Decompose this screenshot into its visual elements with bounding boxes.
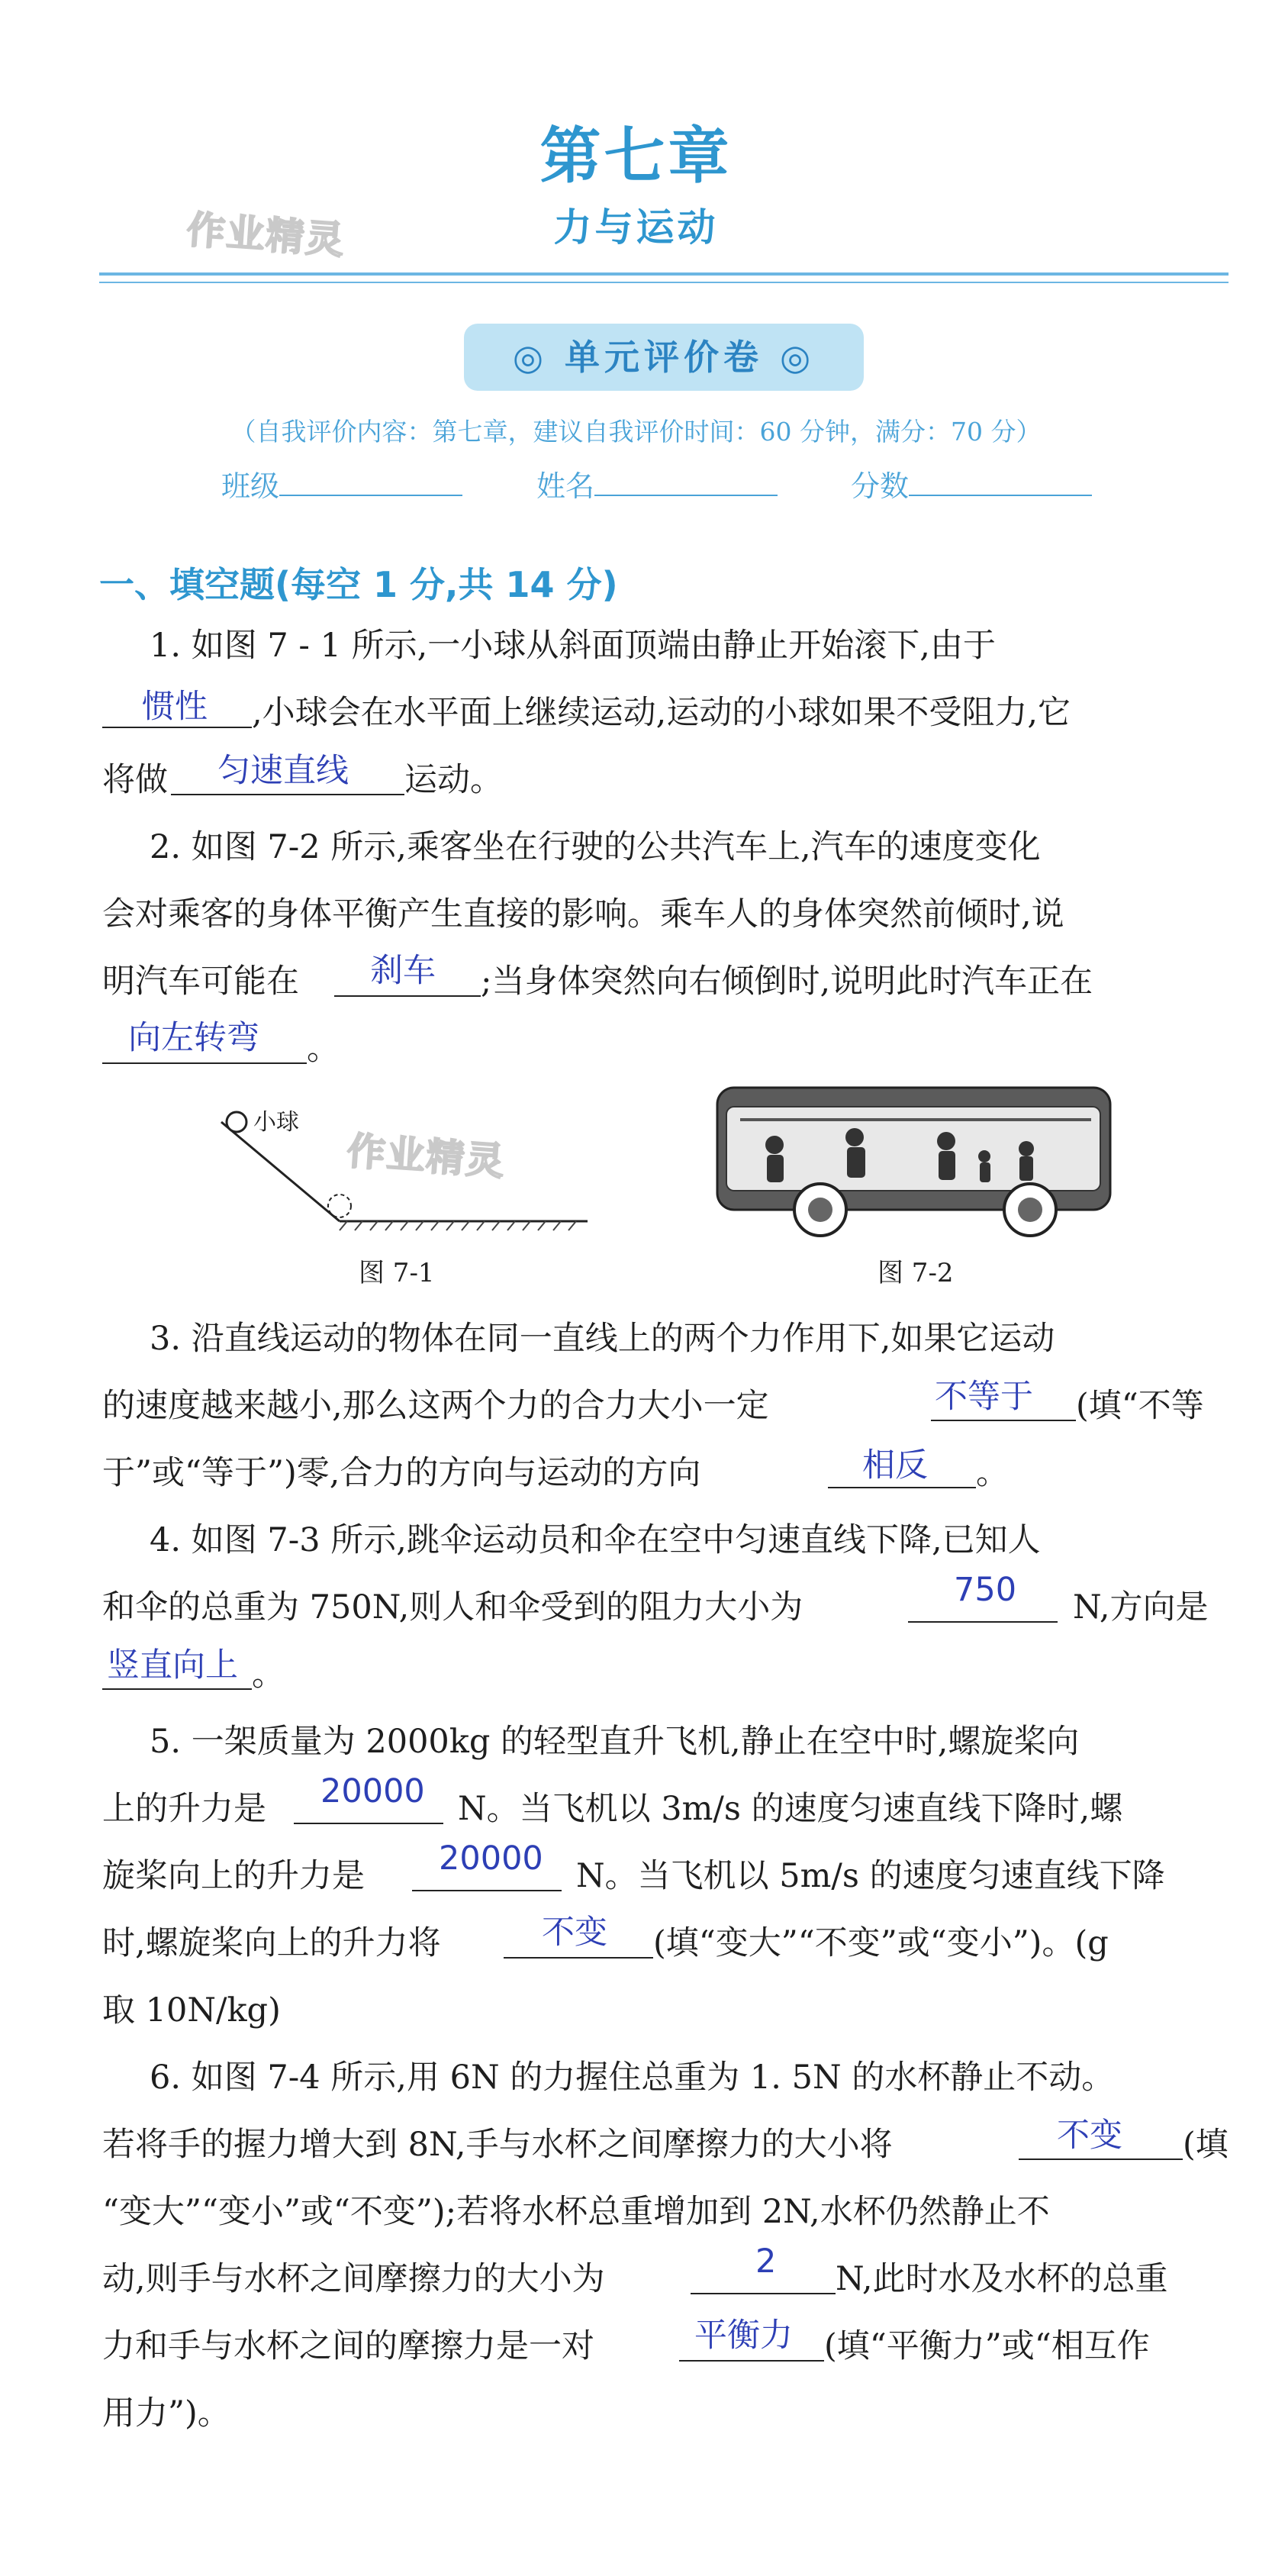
answer-12: 不变 (1057, 2117, 1122, 2155)
ball-label: 小球 (253, 1109, 299, 1136)
chapter-title: 第七章 (539, 121, 733, 192)
answer-6: 相反 (862, 1446, 928, 1485)
watermark-logo-2: 作业精灵 (345, 1128, 507, 1185)
answer-10: 20000 (439, 1839, 543, 1878)
chapter-subtitle: 力与运动 (553, 205, 719, 250)
answer-14: 平衡力 (694, 2316, 793, 2355)
answer-3: 刹车 (370, 952, 436, 990)
class-field[interactable]: 班级 (221, 463, 462, 505)
header-rule-thick (99, 272, 1229, 276)
unit-test-badge: ◎ 单元评价卷 ◎ (464, 324, 864, 391)
ball-icon (227, 1112, 246, 1132)
section-heading: 一、填空题(每空 1 分,共 14 分) (99, 564, 618, 605)
name-field[interactable]: 姓名 (536, 463, 778, 505)
answer-5: 不等于 (935, 1378, 1033, 1416)
answer-4: 向左转弯 (128, 1019, 259, 1057)
figure-7-1-caption: 图 7-1 (359, 1258, 435, 1288)
answer-9: 20000 (320, 1772, 425, 1810)
answer-13: 2 (755, 2242, 777, 2281)
self-evaluation-note: （自我评价内容：第七章，建议自我评价时间：60 分钟，满分：70 分） (230, 417, 1042, 447)
score-field[interactable]: 分数 (851, 463, 1092, 505)
header-rule-thin (99, 282, 1229, 283)
figure-7-2-bus (710, 1072, 1122, 1248)
answer-8: 竖直向上 (107, 1646, 238, 1685)
watermark-logo: 作业精灵 (185, 207, 347, 263)
answer-7: 750 (954, 1571, 1017, 1609)
answer-1: 惯性 (142, 688, 208, 726)
answer-2: 匀速直线 (217, 752, 349, 790)
figure-7-2-caption: 图 7-2 (878, 1258, 954, 1288)
answer-11: 不变 (542, 1913, 607, 1952)
